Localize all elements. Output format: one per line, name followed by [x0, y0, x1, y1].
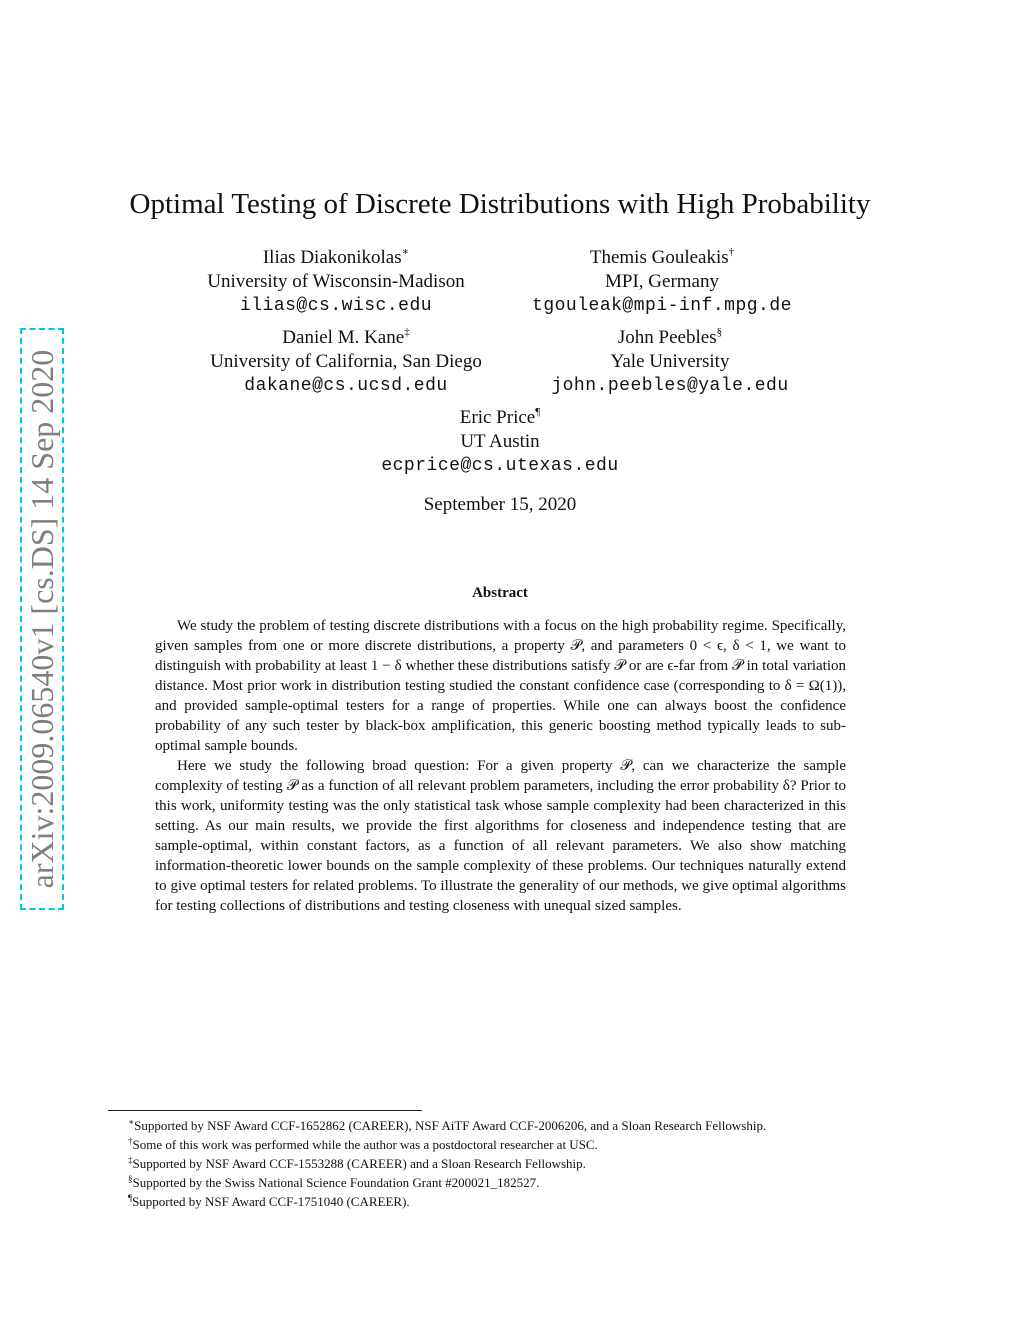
footnote [128, 1135, 928, 1154]
author-affiliation: MPI, Germany [605, 271, 719, 292]
footnote-mark: ¶ [128, 1193, 133, 1203]
author-footnote-mark: ¶ [535, 406, 541, 418]
author-block [181, 326, 511, 398]
footnote-text: Some of this work was performed while the author was a postdoctoral researcher at USC. [132, 1137, 598, 1152]
author-footnote-mark: ∗ [401, 246, 410, 258]
author-affiliation: Yale University [610, 351, 730, 372]
author-footnote-mark: ‡ [404, 326, 410, 338]
footnote-mark: § [128, 1174, 133, 1184]
footnote [128, 1154, 928, 1173]
footnote-text: Supported by NSF Award CCF-1553288 (CAREER) and a Sloan Research Fellowship. [132, 1156, 586, 1171]
author-email[interactable]: tgouleak@mpi-inf.mpg.de [532, 296, 792, 316]
paper-title: Optimal Testing of Discrete Distributions with High Probability [129, 188, 871, 220]
arxiv-stamp[interactable]: arXiv:2009.06540v1 [cs.DS] 14 Sep 2020 [20, 328, 64, 910]
footnote [128, 1192, 928, 1211]
author-email[interactable]: ecprice@cs.utexas.edu [381, 456, 619, 476]
footnote-text: Supported by the Swiss National Science Foundation Grant #200021_182527. [132, 1175, 540, 1190]
paper-date: September 15, 2020 [423, 494, 577, 515]
footnote-mark: ∗ [128, 1117, 135, 1127]
footnote [128, 1116, 928, 1135]
footnote-mark: † [128, 1136, 133, 1146]
author-name: Ilias Diakonikolas [262, 247, 402, 268]
author-block [171, 246, 501, 318]
author-footnote-mark: † [728, 246, 735, 258]
author-name: Eric Price [459, 407, 536, 428]
author-block [335, 406, 665, 478]
author-name: John Peebles [617, 327, 717, 348]
author-block [497, 246, 827, 318]
abstract-body [155, 616, 846, 916]
abstract-paragraph: Here we study the following broad question: For a given property 𝒫, can we characterize the sample complexity of testing 𝒫 as a function of all relevant problem parameters, including the error probability δ? Prior to this work, uniformity testing was the only statistical task whose sample complexity had been characterized in this setting. As our main results, we provide the first algorithms for closeness and independence testing that are sample-optimal, within constant factors, as a function of all relevant parameters. We also show matching information-theoretic lower bounds on the sample complexity of these problems. Our techniques naturally extend to give optimal testers for related problems. To illustrate the generality of our methods, we give optimal algorithms for testing collections of distributions and testing closeness with unequal sized samples. [155, 758, 846, 914]
footnote-text: Supported by NSF Award CCF-1751040 (CAREER). [132, 1194, 410, 1209]
author-email[interactable]: ilias@cs.wisc.edu [239, 296, 433, 316]
author-name: Daniel M. Kane [282, 327, 405, 348]
author-footnote-mark: § [716, 326, 723, 338]
author-email[interactable]: dakane@cs.ucsd.edu [244, 376, 448, 396]
footnote-text: Supported by NSF Award CCF-1652862 (CAREER), NSF AiTF Award CCF-2006206, and a Sloan Research Fellowship. [134, 1118, 767, 1133]
author-block [505, 326, 835, 398]
author-affiliation: University of Wisconsin-Madison [207, 271, 465, 292]
footnotes [128, 1116, 928, 1211]
author-affiliation: UT Austin [460, 431, 540, 452]
footnote-divider [108, 1110, 422, 1111]
author-affiliation: University of California, San Diego [210, 351, 482, 372]
footnote [128, 1173, 928, 1192]
abstract-heading: Abstract [472, 585, 528, 601]
footnote-mark: ‡ [128, 1155, 133, 1165]
author-name: Themis Gouleakis [589, 247, 729, 268]
author-email[interactable]: john.peebles@yale.edu [551, 376, 789, 396]
abstract-paragraph: We study the problem of testing discrete distributions with a focus on the high probability regime. Specifically, given samples from one or more discrete distributions, a property 𝒫, and parameters 0 < ϵ, δ < 1, we want to distinguish with probability at least 1 − δ whether these distributions satisfy 𝒫 or are ϵ-far from 𝒫 in total variation distance. Most prior work in distribution testing studied the constant confidence case (corresponding to δ = Ω(1)), and provided sample-optimal testers for a range of properties. While one can always boost the confidence probability of any such tester by black-box amplification, this generic boosting method typically leads to sub-optimal sample bounds. [155, 618, 846, 754]
